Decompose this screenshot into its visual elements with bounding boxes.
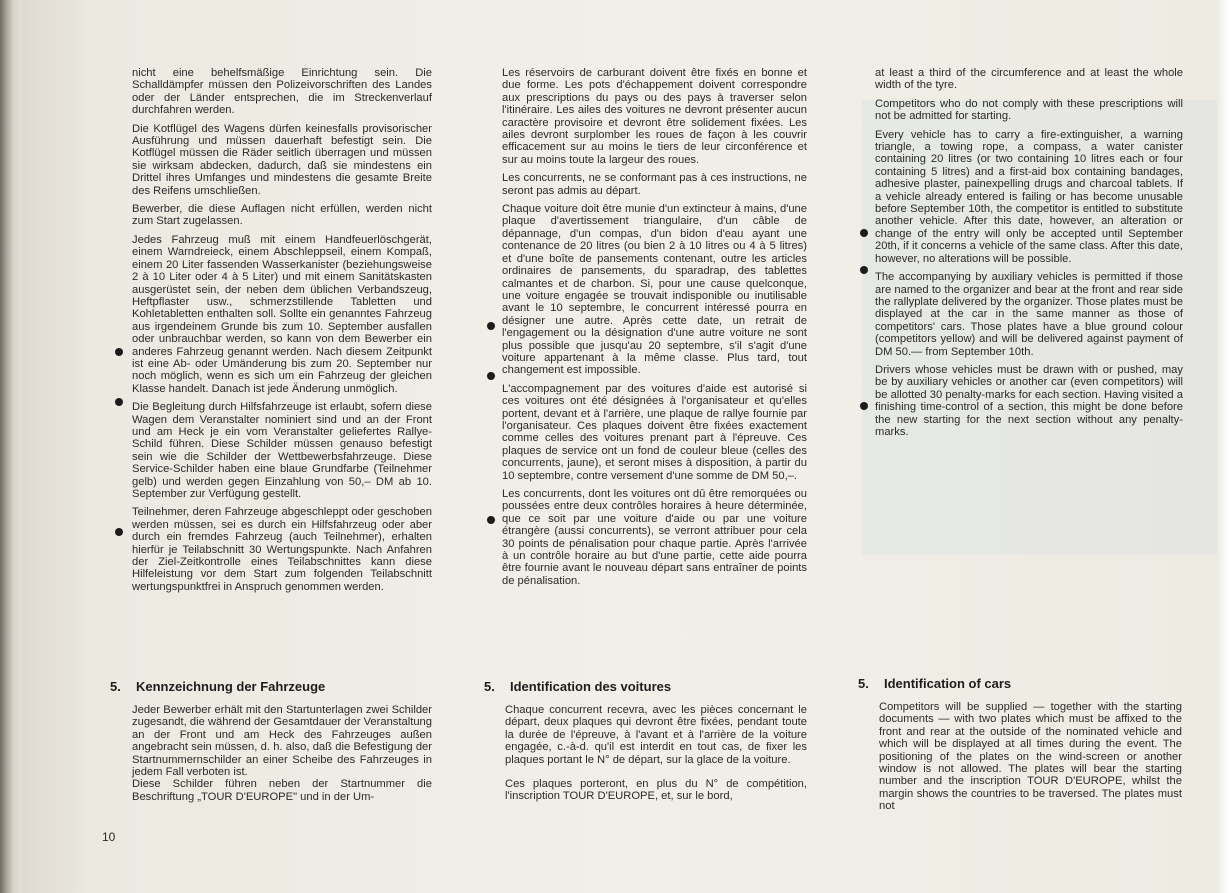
paragraph: Drivers whose vehicles must be drawn with or pushed, may be by auxiliary vehicles or another car (even competitors) will be allotted 30 penalty-marks for each section. Having visited a finishing time-control of a section, this might be done before the new starting for the next section without any penalty-marks. xyxy=(875,363,1183,438)
paragraph: Teilnehmer, deren Fahrzeuge abgeschleppt oder geschoben werden müssen, sei es durch ein Hilfsfahrzeug oder aber durch ein fremdes Fahrzeug (auch Teilnehmer), erhalten hierfür je Teilabschnitt 30 Wertungspunkte. Nach Anfahren der Ziel-Zeitkontrolle eines Teilabschnittes kann diese Hilfeleistung vor dem Start zum folgenden Teilabschnitt wertungspunktfrei in Anspruch genommen werden. xyxy=(132,506,432,593)
paragraph: Jeder Bewerber erhält mit den Startunterlagen zwei Schilder zugesandt, die während der Gesamtdauer der Veranstaltung an der Front und am Heck des Fahrzeuges außen angebracht sein müssen, d. h. also, daß die Befestigung der Startnummernschilder an einer Scheibe des Fahrzeuges in jedem Fall verboten ist. xyxy=(132,704,432,779)
margin-bullet xyxy=(487,372,495,380)
margin-bullet xyxy=(860,266,868,274)
paragraph: nicht eine behelfsmäßige Einrichtung sein. Die Schalldämpfer müssen den Polizeivorschriften des Landes oder der Länder entsprechen, die im Streckenverlauf durchfahren werden. xyxy=(132,67,432,117)
margin-bullet xyxy=(860,402,868,410)
margin-bullet xyxy=(115,528,123,536)
section-body-french xyxy=(505,704,807,809)
paragraph: Die Begleitung durch Hilfsfahrzeuge ist erlaubt, sofern diese Wagen dem Veranstalter nominiert sind und an der Front und am Heck je ein vom Veranstalter geliefertes Rallye-Schild führen. Diese Schilder müssen genauso befestigt sein wie die Schilder der Wettbewerbsfahrzeuge. Diese Service-Schilder haben eine blaue Grundfarbe (Teilnehmer gelb) und werden gegen Einzahlung von 50,– DM ab 10. September zur Verfügung gestellt. xyxy=(132,401,432,500)
paragraph: Les concurrents, dont les voitures ont dû être remorquées ou poussées entre deux contrôles horaires à heure déterminée, que ce soit par une voiture d'aide ou par une voiture étrangère (aussi concurrents), se verront attribuer pour cela 30 points de pénalisation pour chaque partie. Après l'arrivée à un contrôle horaire au but d'une partie, cette aide pourra être fournie avant le nouveau départ sans entraîner de points de pénalisation. xyxy=(502,488,807,587)
paragraph: Jedes Fahrzeug muß mit einem Handfeuerlöschgerät, einem Warndreieck, einem Abschleppseil, einem Kompaß, einem 20 Liter fassenden Wasserkanister (beziehungsweise 2 à 10 Liter oder 4 à 5 Liter) und mit einem Sanitätskasten ausgerüstet sein, der neben dem üblichen Verbandszeug, Heftpflaster usw., schmerzstillende Tabletten und Kohletabletten enthalten soll. Sollte ein genanntes Fahrzeug aus irgendeinem Grunde bis zum 10. September ausfallen oder unbrauchbar werden, so kann von dem Bewerber ein anderes Fahrzeug genannt werden. Nach diesem Zeitpunkt ist eine Ab- oder Umänderung bis zum 20. September nur noch möglich, wenn es sich um ein Fahrzeug der gleichen Klasse handelt. Danach ist jede Änderung unmöglich. xyxy=(132,233,432,395)
paragraph: at least a third of the circumference and at least the whole width of the tyre. xyxy=(875,67,1183,92)
section-heading-german xyxy=(110,679,325,694)
paragraph: Ces plaques porteront, en plus du N° de compétition, l'inscription TOUR D'EUROPE, et, sur le bord, xyxy=(505,778,807,803)
section-body-english xyxy=(879,701,1182,819)
english-column xyxy=(875,67,1183,444)
margin-bullet xyxy=(487,516,495,524)
section-title: Identification of cars xyxy=(884,676,1012,691)
paragraph: Chaque concurrent recevra, avec les pièces concernant le départ, deux plaques qui devront être fixées, pendant toute la durée de l'épreuve, à l'avant et à l'arrière de la voiture engagée, c.-à-d. qu'il est interdit en tout cas, de fixer les plaques portant le N° de départ, sur la glace de la voiture. xyxy=(505,704,807,766)
margin-bullet xyxy=(115,398,123,406)
margin-bullet xyxy=(860,229,868,237)
paragraph: Every vehicle has to carry a fire-extinguisher, a warning triangle, a towing rope, a compass, a water canister containing 20 litres (or two containing 10 litres each or four containing 5 litres) and a first-aid box containing bandages, adhesive plaster, painexpelling drugs and charcoal tablets. If a vehicle already entered is failing or has become unusable before September 10th, the competitor is entitled to substitute another vehicle. After this date, however, an alteration or change of the entry will only be accepted until September 20th, if it concerns a vehicle of the same class. After this date, however, no alterations will be possible. xyxy=(875,128,1183,265)
page-right-edge xyxy=(1217,0,1229,893)
section-title: Identification des voitures xyxy=(510,679,672,694)
paragraph: L'accompagnement par des voitures d'aide est autorisé si ces voitures ont été désignées à l'organisateur et qu'elles portent, devant et à l'arrière, une plaque de rallye fournie par l'organisateur. Ces plaques doivent être fixées exactement comme celles des voitures prenant part à l'épreuve. Ces plaques de service ont un fond de couleur bleue (celles des concurrents, jaune), et seront mises à disposition, à partir du 10 septembre, contre versement d'une somme de DM 50,–. xyxy=(502,382,807,482)
section-heading-french xyxy=(484,679,671,694)
section-number: 5. xyxy=(484,679,495,694)
margin-bullet xyxy=(115,348,123,356)
paragraph: Diese Schilder führen neben der Startnummer die Beschriftung „TOUR D'EUROPE" und in der Um- xyxy=(132,778,432,803)
german-column xyxy=(132,67,432,599)
paragraph: Competitors will be supplied — together with the starting documents — with two plates which must be affixed to the front and rear at the outside of the nominated vehicle and which will be displayed at all times during the event. The positioning of the plates on the wind-screen or another window is not allowed. The plates will bear the starting number and the inscription TOUR D'EUROPE, whilst the margin shows the countries to be traversed. The plates must not xyxy=(879,701,1182,813)
french-column xyxy=(502,67,807,593)
section-body-german xyxy=(132,704,432,809)
paragraph: Les réservoirs de carburant doivent être fixés en bonne et due forme. Les pots d'échappement doivent correspondre aux prescriptions du pays ou des pays à traverser selon l'itinéraire. Les ailes des voitures ne devront présenter aucun caractère provisoire et devront être solidement fixées. Les ailes devront surplomber les roues de façon à les couvrir efficacement sur au moins le tiers de leur circonférence et sur au moins toute la largeur des roues. xyxy=(502,67,807,166)
page-number: 10 xyxy=(102,830,116,844)
section-heading-english xyxy=(858,676,1011,691)
paragraph: Die Kotflügel des Wagens dürfen keinesfalls provisorischer Ausführung und müssen dauerhaft befestigt sein. Die Kotflügel müssen die Räder seitlich überragen und müssen sie wirksam abdecken, dadurch, daß sie mindestens ein Drittel ihres Umfanges und mindestens die gesamte Breite des Reifens umschließen. xyxy=(132,122,432,197)
section-number: 5. xyxy=(110,679,121,694)
paragraph: Bewerber, die diese Auflagen nicht erfüllen, werden nicht zum Start zugelassen. xyxy=(132,203,432,228)
document-page xyxy=(22,0,1217,893)
paragraph: Chaque voiture doit être munie d'un extincteur à mains, d'une plaque d'avertissement triangulaire, d'un câble de dépannage, d'un compas, d'un bidon d'eau ayant une contenance de 20 litres (ou bien 2 à 10 litres ou 4 à 5 litres) et d'une boîte de pansements contenant, outre les articles ordinaires de pansements, du sparadrap, des tablettes calmantes et de charbon. Si, pour une cause quelconque, une voiture engagée se trouvait indisponible ou inutilisable avant le 10 septembre, le concurrent intéressé pourra en désigner une autre. Après cette date, un retrait de l'engagement ou la désignation d'une autre voiture ne sont plus possible que jusqu'au 20 septembre, s'il s'agit d'une voiture appartenant à la même classe. Plus tard, tout changement est impossible. xyxy=(502,203,807,377)
paragraph: The accompanying by auxiliary vehicles is permitted if those are named to the organizer and bear at the front and rear side the rallyplate delivered by the organizer. Those plates must be displayed at the car in the same manner as those of competitors' cars. Those plates have a blue ground colour (competitors yellow) and will be delivered against payment of DM 50.— from September 10th. xyxy=(875,271,1183,358)
section-number: 5. xyxy=(858,676,869,691)
paragraph: Competitors who do not comply with these prescriptions will not be admitted for starting. xyxy=(875,97,1183,123)
book-spine-edge xyxy=(0,0,22,893)
section-title: Kennzeichnung der Fahrzeuge xyxy=(136,679,326,694)
margin-bullet xyxy=(487,322,495,330)
paragraph: Les concurrents, ne se conformant pas à ces instructions, ne seront pas admis au départ. xyxy=(502,172,807,197)
